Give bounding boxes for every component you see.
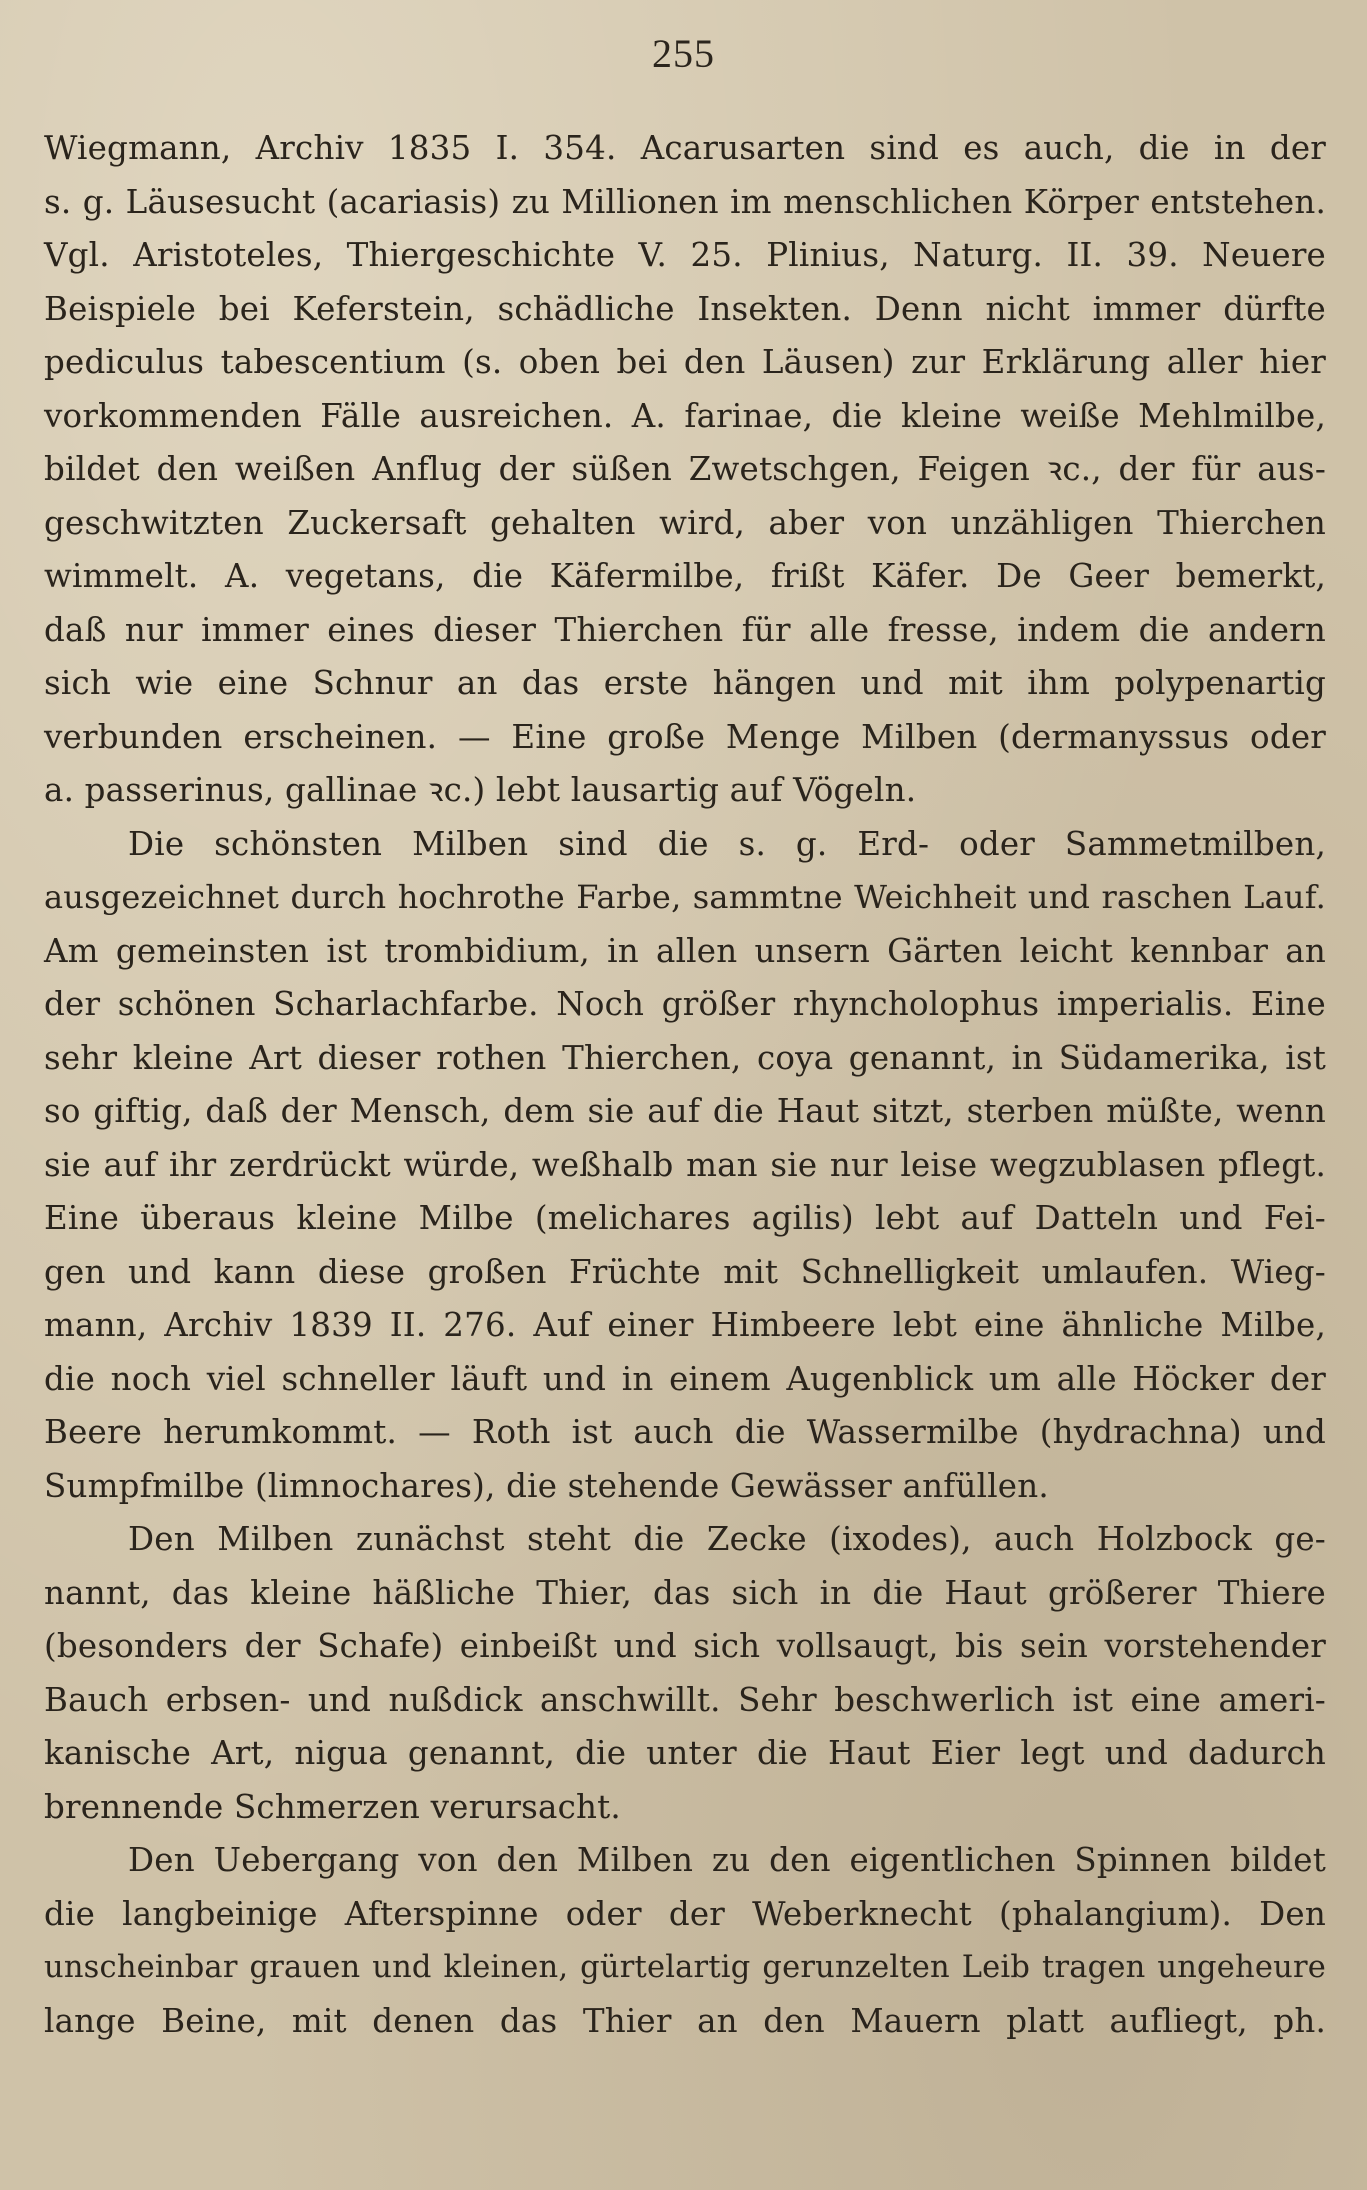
text-line: Wiegmann, Archiv 1835 I. 354. Acarusarten sind es auch, die in der xyxy=(44,129,1326,167)
text-line: verbunden erscheinen. — Eine große Menge Milben (dermanyssus oder xyxy=(44,717,1326,756)
text-line: sehr kleine Art dieser rothen Thierchen, coya genannt, in Südamerika, ist xyxy=(44,1038,1326,1077)
text-line: Sumpfmilbe (limnochares), die stehende Gewässer anfüllen. xyxy=(44,1466,1049,1505)
text-line: Den Uebergang von den Milben zu den eigentlichen Spinnen bildet xyxy=(128,1841,1326,1879)
text-line: brennende Schmerzen verursacht. xyxy=(44,1787,621,1826)
text-line: Beere herumkommt. — Roth ist auch die Wassermilbe (hydrachna) und xyxy=(44,1413,1326,1451)
text-line: wimmelt. A. vegetans, die Käfermilbe, frißt Käfer. De Geer bemerkt, xyxy=(44,557,1326,595)
text-line: Bauch erbsen- und nußdick anschwillt. Sehr beschwerlich ist eine ameri- xyxy=(44,1680,1326,1719)
text-line: vorkommenden Fälle ausreichen. A. farinae, die kleine weiße Mehlmilbe, xyxy=(44,396,1326,435)
text-line: sie auf ihr zerdrückt würde, weßhalb man sie nur leise wegzublasen pflegt. xyxy=(44,1145,1326,1184)
text-line: die noch viel schneller läuft und in einem Augenblick um alle Höcker der xyxy=(44,1359,1326,1398)
text-line: lange Beine, mit denen das Thier an den Mauern platt aufliegt, ph. xyxy=(44,2001,1326,2040)
text-line: s. g. Läusesucht (acariasis) zu Millionen im menschlichen Körper entstehen. xyxy=(44,182,1326,221)
text-line: (besonders der Schafe) einbeißt und sich vollsaugt, bis sein vorstehender xyxy=(44,1627,1326,1665)
text-line: kanische Art, nigua genannt, die unter die Haut Eier legt und dadurch xyxy=(44,1734,1326,1772)
text-line: Beispiele bei Keferstein, schädliche Insekten. Denn nicht immer dürfte xyxy=(44,289,1326,328)
text-line: bildet den weißen Anflug der süßen Zwetschgen, Feigen ꝛc., der für aus- xyxy=(44,450,1326,488)
text-line: geschwitzten Zuckersaft gehalten wird, aber von unzähligen Thierchen xyxy=(44,503,1326,542)
text-line: Eine überaus kleine Milbe (melichares agilis) lebt auf Datteln und Fei- xyxy=(44,1199,1326,1237)
text-line: sich wie eine Schnur an das erste hängen und mit ihm polypenartig xyxy=(44,664,1326,702)
text-line: ausgezeichnet durch hochrothe Farbe, sammtne Weichheit und raschen Lauf. xyxy=(44,878,1326,916)
text-line: nannt, das kleine häßliche Thier, das sich in die Haut größerer Thiere xyxy=(44,1573,1326,1612)
text-line: daß nur immer eines dieser Thierchen für alle fresse, indem die andern xyxy=(44,610,1326,649)
text-line: Am gemeinsten ist trombidium, in allen unsern Gärten leicht kennbar an xyxy=(44,931,1326,970)
text-line: so giftig, daß der Mensch, dem sie auf die Haut sitzt, sterben müßte, wenn xyxy=(44,1092,1326,1130)
text-line: Vgl. Aristoteles, Thiergeschichte V. 25. Plinius, Naturg. II. 39. Neuere xyxy=(44,236,1326,274)
text-line: der schönen Scharlachfarbe. Noch größer rhyncholophus imperialis. Eine xyxy=(44,985,1326,1023)
text-line: die langbeinige Afterspinne oder der Weberknecht (phalangium). Den xyxy=(44,1894,1326,1933)
text-line: Die schönsten Milben sind die s. g. Erd- oder Sammetmilben, xyxy=(128,824,1326,863)
page-number: 255 xyxy=(652,31,715,76)
text-line: pediculus tabescentium (s. oben bei den Läusen) zur Erklärung aller hier xyxy=(44,343,1326,381)
text-line: Den Milben zunächst steht die Zecke (ixodes), auch Holzbock ge- xyxy=(128,1520,1326,1558)
text-line: unscheinbar grauen und kleinen, gürtelartig gerunzelten Leib tragen ungeheure xyxy=(44,1950,1326,1985)
text-line: gen und kann diese großen Früchte mit Schnelligkeit umlaufen. Wieg- xyxy=(44,1252,1326,1291)
text-line: a. passerinus, gallinae ꝛc.) lebt lausartig auf Vögeln. xyxy=(44,771,917,809)
body-text xyxy=(44,122,1326,2048)
text-line: mann, Archiv 1839 II. 276. Auf einer Himbeere lebt eine ähnliche Milbe, xyxy=(44,1306,1326,1344)
